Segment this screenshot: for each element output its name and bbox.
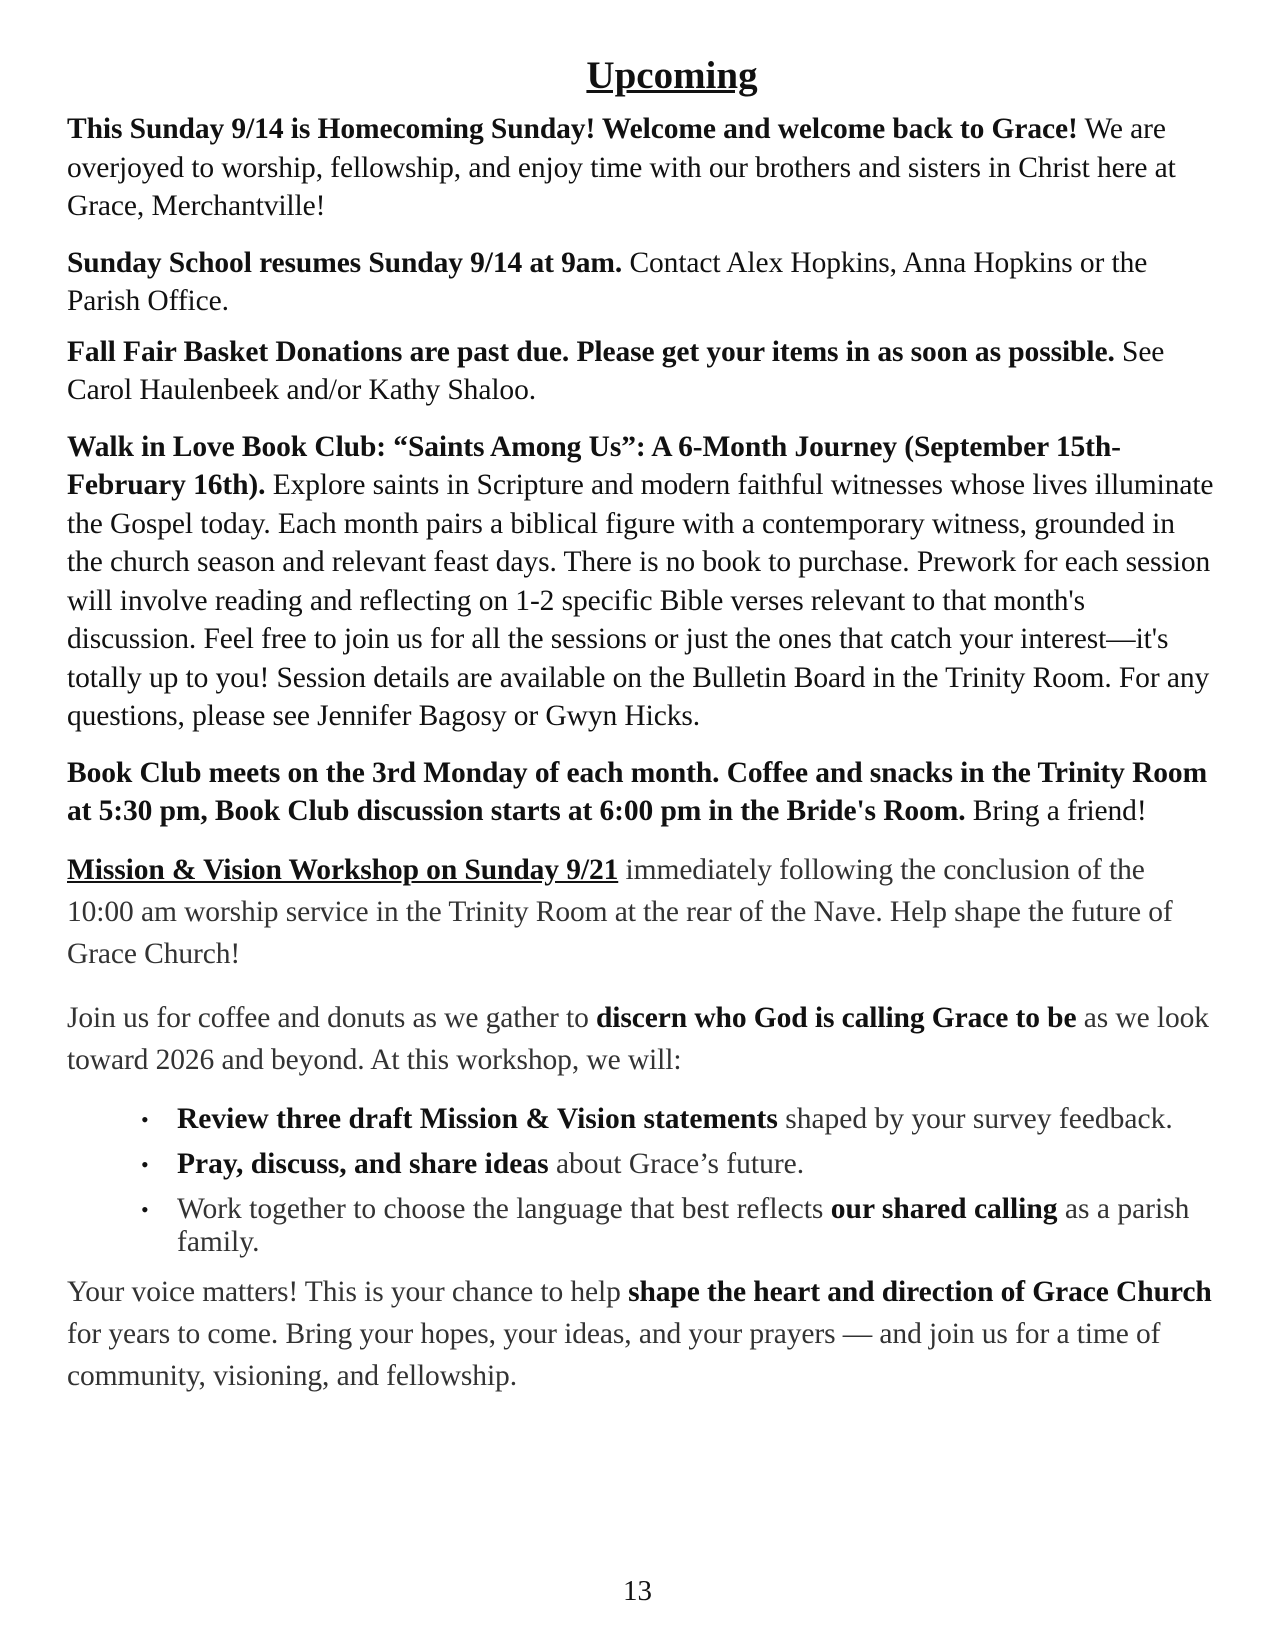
list-item-text: shaped by your survey feedback. xyxy=(777,1102,1173,1135)
book-club-meet-paragraph xyxy=(67,754,1217,831)
bullet-icon: • xyxy=(141,1196,149,1222)
sunday-school-bold: Sunday School resumes Sunday 9/14 at 9am. xyxy=(67,246,623,279)
closing-post: for years to come. Bring your hopes, your ideas, and your prayers — and join us for a time of community, visioning, and fellowship. xyxy=(67,1317,1161,1392)
mission-paragraph xyxy=(67,849,1217,975)
book-club-meet-bold: Book Club meets on the 3rd Monday of each month. Coffee and snacks in the Trinity Room at 5:30 pm, Book Club discussion starts at 6:00 pm in the Bride's Room. xyxy=(67,756,1208,827)
fall-fair-bold: Fall Fair Basket Donations are past due. Please get your items in as soon as possible. xyxy=(67,335,1115,368)
join-paragraph xyxy=(67,997,1217,1081)
closing-bold: shape the heart and direction of Grace Church xyxy=(628,1275,1212,1308)
mission-text: immediately following the conclusion of the 10:00 am worship service in the Trinity Room at the rear of the Nave. Help shape the future of Grace Church! xyxy=(67,853,1173,970)
page-number: 13 xyxy=(623,1575,652,1607)
join-post: as we look toward 2026 and beyond. At this workshop, we will: xyxy=(67,1001,1209,1076)
fall-fair-paragraph xyxy=(67,333,1217,410)
join-pre: Join us for coffee and donuts as we gather to xyxy=(67,1001,596,1034)
homecoming-paragraph xyxy=(67,110,1217,226)
bullet-icon: • xyxy=(141,1106,149,1132)
homecoming-bold: This Sunday 9/14 is Homecoming Sunday! Welcome and welcome back to Grace! xyxy=(67,113,1078,145)
list-item xyxy=(141,1192,1217,1259)
book-club-walk-paragraph xyxy=(67,428,1217,736)
homecoming-text: We are overjoyed to worship, fellowship, and enjoy time with our brothers and sisters in Christ here at Grace, Merchantville! xyxy=(67,113,1176,222)
closing-pre: Your voice matters! This is your chance to help xyxy=(67,1275,629,1308)
list-item xyxy=(141,1147,1217,1181)
bulletin-page xyxy=(67,48,1217,1397)
list-item-pre: Work together to choose the language that best reflects xyxy=(177,1192,831,1225)
list-item-bold: our shared calling xyxy=(830,1192,1058,1225)
workshop-list xyxy=(67,1103,1217,1259)
page-title: Upcoming xyxy=(586,54,758,97)
mission-heading: Mission & Vision Workshop on Sunday 9/21 xyxy=(67,853,619,886)
sunday-school-paragraph xyxy=(67,244,1217,321)
list-item-text: as a parish family. xyxy=(177,1192,1190,1258)
book-club-walk-text: Explore saints in Scripture and modern faithful witnesses whose lives illuminate the Gospel today. Each month pairs a biblical figure with a contemporary witness, grounded in the church season and relevant feast days. There is no book to purchase. Prework for each session will involve reading and reflecting on 1-2 specific Bible verses relevant to that month's discussion. Feel free to join us for all the sessions or just the ones that catch your interest—it's totally up to you! Session details are available on the Bulletin Board in the Trinity Room. For any questions, please see Jennifer Bagosy or Gwyn Hicks. xyxy=(67,469,1214,732)
list-item xyxy=(141,1102,1217,1136)
list-item-bold: Pray, discuss, and share ideas xyxy=(177,1147,549,1180)
closing-paragraph xyxy=(67,1271,1217,1397)
join-bold: discern who God is calling Grace to be xyxy=(596,1001,1077,1034)
book-club-meet-text: Bring a friend! xyxy=(965,795,1147,827)
fall-fair-text: See Carol Haulenbeek and/or Kathy Shaloo. xyxy=(67,335,1165,406)
sunday-school-text: Contact Alex Hopkins, Anna Hopkins or the Parish Office. xyxy=(67,246,1148,317)
list-item-text: about Grace’s future. xyxy=(548,1147,805,1180)
bullet-icon: • xyxy=(141,1151,149,1177)
book-club-walk-bold: Walk in Love Book Club: “Saints Among Us”: A 6-Month Journey (September 15th-February 16th). xyxy=(67,430,1121,501)
list-item-bold: Review three draft Mission & Vision statements xyxy=(177,1102,778,1135)
